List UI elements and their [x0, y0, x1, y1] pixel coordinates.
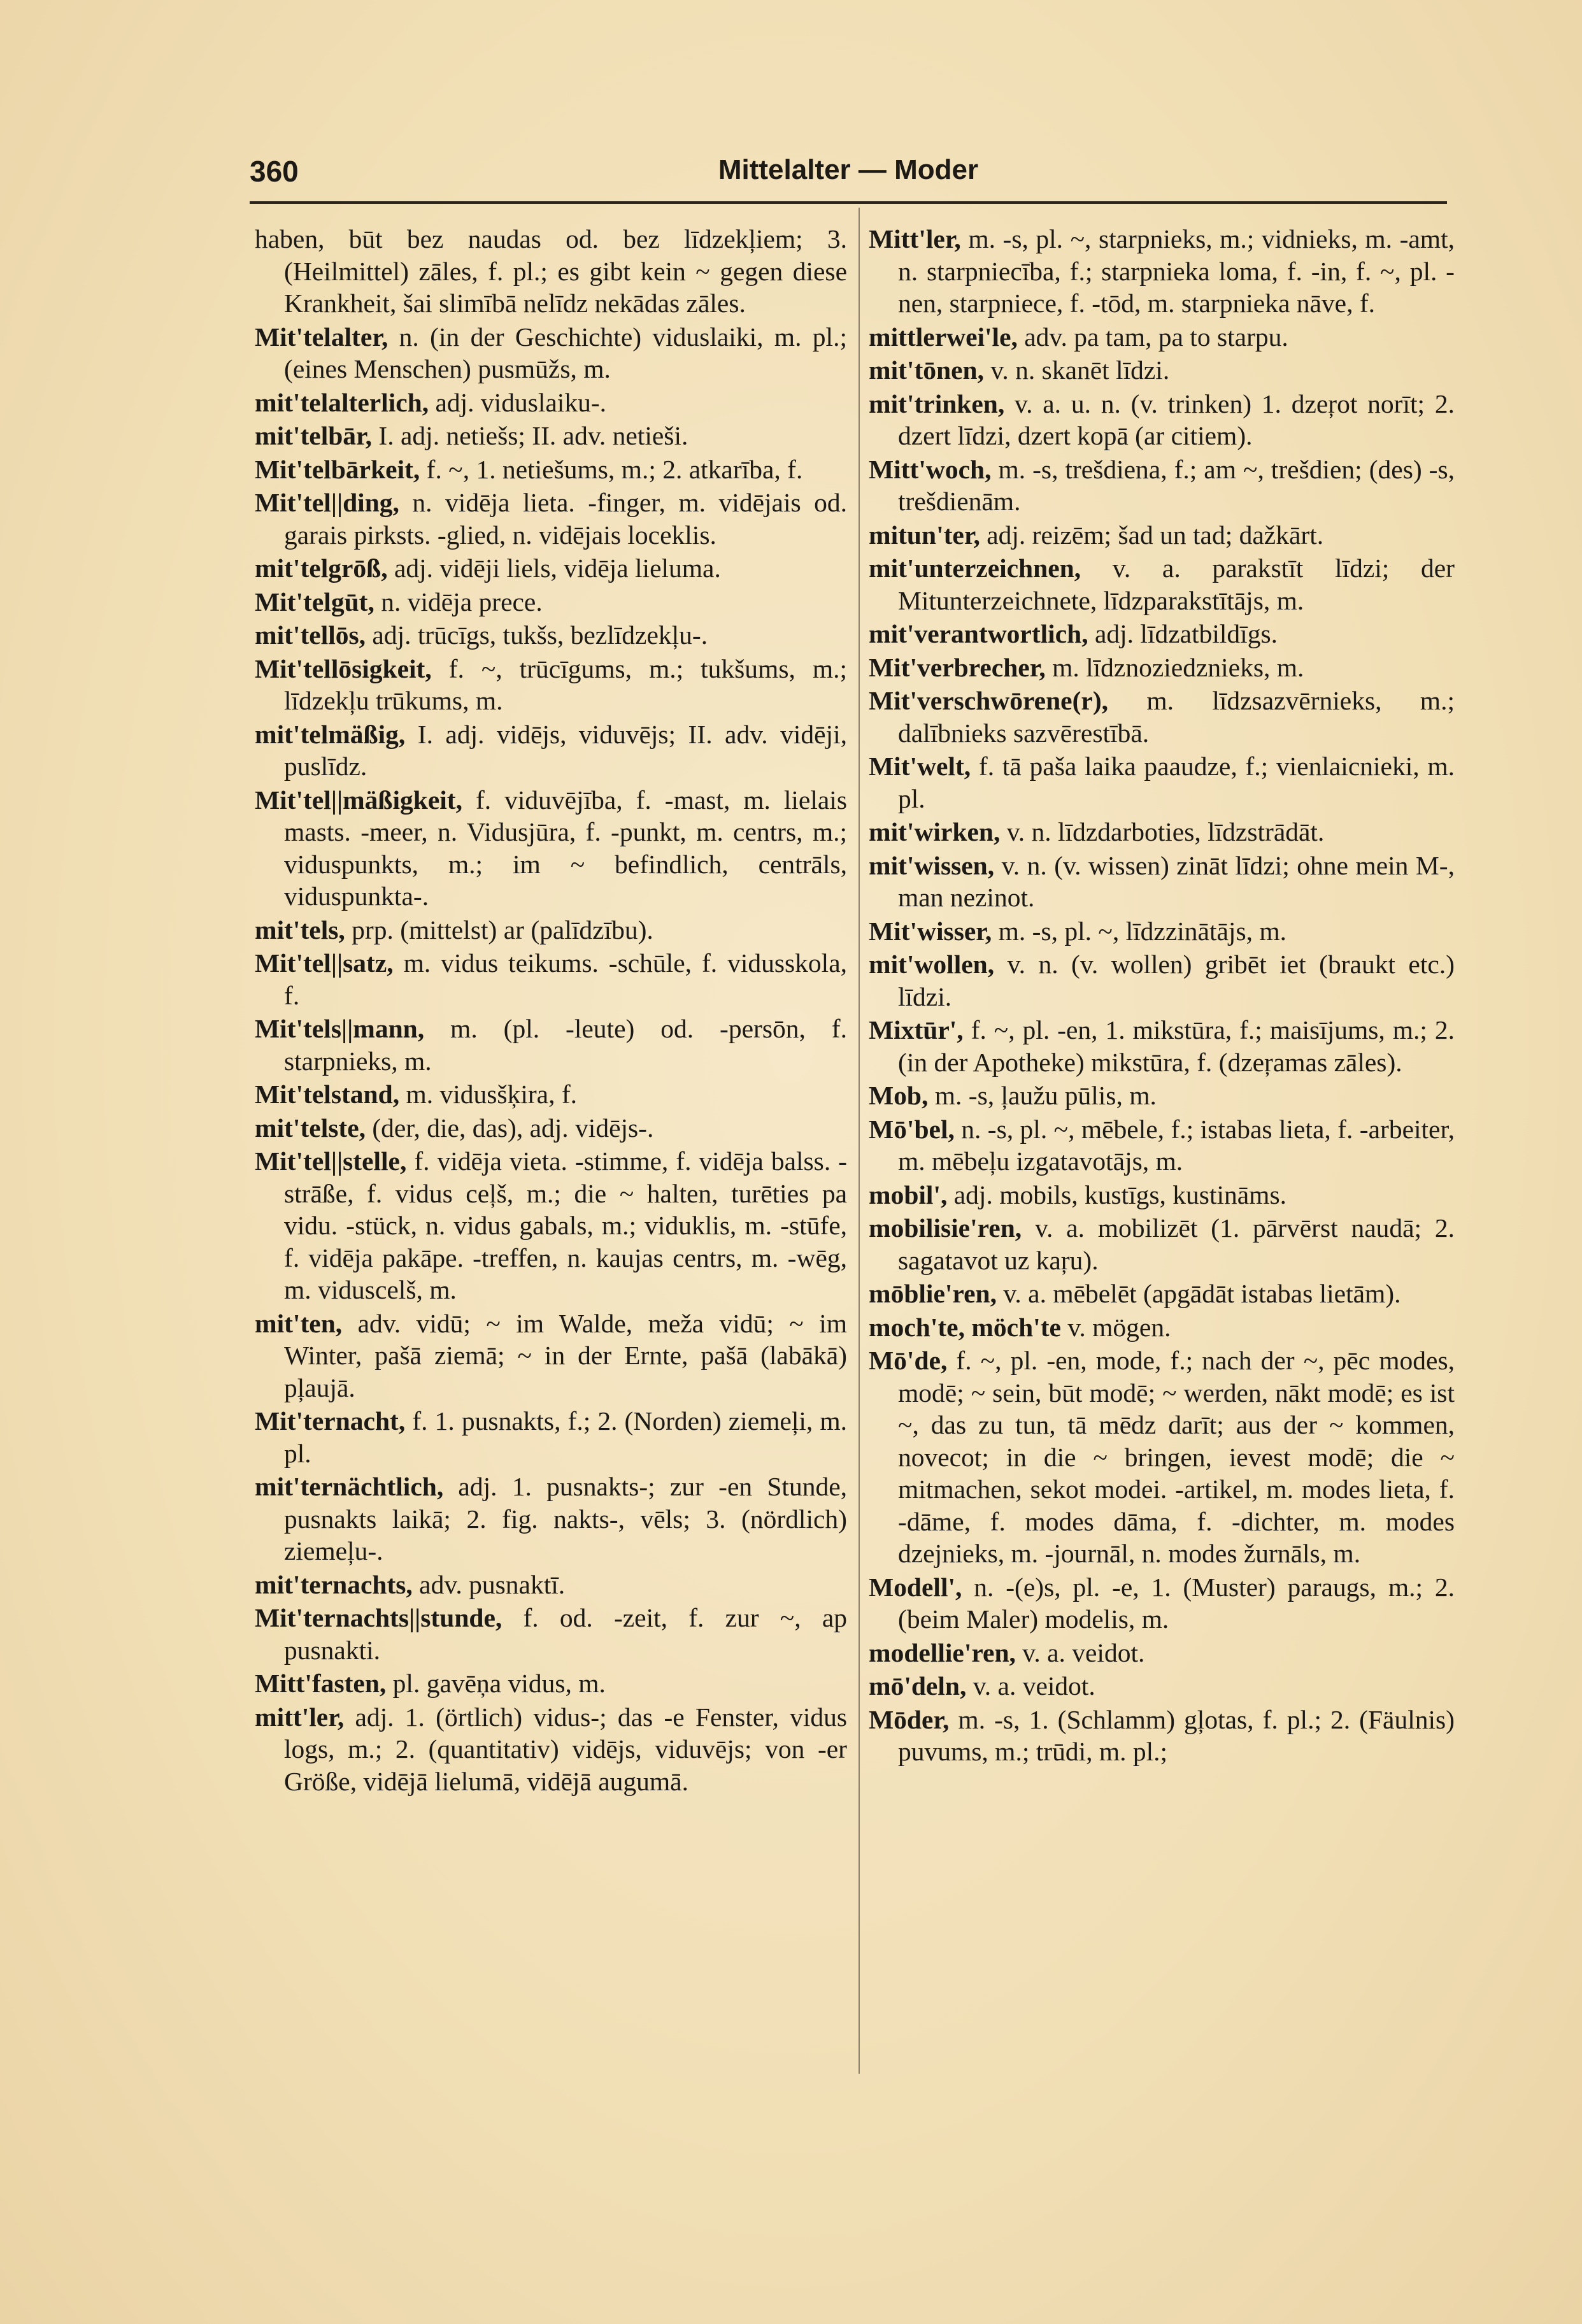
entry-headword: mit'trinken, — [869, 389, 1005, 418]
dictionary-entry — [255, 653, 847, 717]
dictionary-entry — [255, 1078, 847, 1111]
entry-headword: Modell', — [869, 1572, 962, 1602]
entry-definition: v. a. veidot. — [966, 1671, 1095, 1700]
entry-headword: mit'ternachts, — [255, 1569, 413, 1599]
entry-definition: I. adj. netiešs; II. adv. netieši. — [372, 421, 688, 450]
entry-headword: Mit'telbārkeit, — [255, 454, 420, 484]
entry-headword: mōblie'ren, — [869, 1279, 997, 1308]
dictionary-entry — [255, 947, 847, 1011]
dictionary-entry — [255, 1112, 847, 1144]
entry-definition: adj. viduslaiku-. — [429, 387, 607, 417]
dictionary-entry — [869, 850, 1455, 914]
entry-headword: mit'telalterlich, — [255, 387, 429, 417]
dictionary-entry — [869, 1704, 1455, 1768]
entry-headword: mit'unterzeichnen, — [869, 553, 1081, 583]
column-divider — [859, 208, 860, 2074]
entry-definition: haben, būt bez naudas od. bez līdzekļiem; 3. (Heilmittel) zāles, f. pl.; es gibt kein ~ gegen diese Krankheit, šai slimībā nelīdz nekādas zāles. — [255, 224, 847, 318]
dictionary-entry — [869, 685, 1455, 749]
entry-definition: v. n. skanēt līdzi. — [983, 355, 1170, 385]
entry-definition: pl. gavēņa vidus, m. — [386, 1669, 606, 1698]
page-header — [250, 154, 1447, 199]
entry-definition: n. vidēja prece. — [374, 587, 543, 617]
entry-definition: f. tā paša laika paaudze, f.; vienlaicnieki, m. pl. — [898, 752, 1455, 813]
entry-headword: Mob, — [869, 1081, 929, 1110]
dictionary-entry — [255, 586, 847, 618]
entry-definition: m. (pl. -leute) od. -persōn, f. starpnieks, m. — [284, 1014, 847, 1076]
dictionary-entry — [255, 1013, 847, 1077]
entry-definition: n. vidēja lieta. -finger, m. vidējais od. garais pirksts. -glied, n. vidējais loceklis. — [284, 488, 847, 550]
dictionary-entry — [255, 1701, 847, 1798]
header-rule — [250, 201, 1447, 204]
dictionary-entry — [869, 1113, 1455, 1178]
entry-headword: Mit'telgūt, — [255, 587, 374, 617]
dictionary-entry — [869, 1637, 1455, 1669]
entry-headword: Mit'verbrecher, — [869, 652, 1046, 682]
dictionary-entry — [255, 420, 847, 452]
entry-definition: m. vidusšķira, f. — [399, 1080, 578, 1109]
dictionary-entry — [255, 552, 847, 585]
entry-headword: mitt'ler, — [255, 1702, 345, 1732]
dictionary-entry — [869, 1311, 1455, 1344]
entry-definition: m. -s, pl. ~, starpnieks, m.; vidnieks, m. -amt, n. starpniecība, f.; starpnieka loma, f. -in, f. ~, pl. -nen, starpniece, f. -tōd, m. starpnieka nāve, f. — [898, 224, 1455, 318]
entry-headword: mobilisie'ren, — [869, 1213, 1022, 1243]
entry-headword: mit'telbār, — [255, 421, 373, 450]
entry-headword: mit'wissen, — [869, 850, 995, 880]
entry-headword: Mit'verschwōrene(r), — [869, 686, 1109, 715]
dictionary-entry — [255, 619, 847, 652]
entry-headword: mit'ten, — [255, 1308, 343, 1338]
entry-definition: f. ~, pl. -en, mode, f.; nach der ~, pēc modes, modē; ~ sein, būt modē; ~ werden, nākt modē; es ist ~, das zu tun, tā mēdz darīt; aus der ~ kommen, novecot; in die ~ bringen, ievest modē; die ~ mitmachen, sekot modei. -artikel, m. modes lieta, f. -dāme, f. modes dāma, f. -dichter, m. modes dzejnieks, m. -journāl, n. modes žurnāls, m. — [898, 1346, 1455, 1568]
dictionary-entry — [255, 321, 847, 385]
dictionary-entry — [869, 948, 1455, 1013]
entry-headword: Mitt'ler, — [869, 224, 961, 253]
entry-definition: v. mögen. — [1060, 1312, 1171, 1342]
entry-headword: Mit'telstand, — [255, 1080, 400, 1109]
entry-headword: Mit'welt, — [869, 752, 971, 781]
entry-headword: mit'verantwortlich, — [869, 619, 1088, 648]
entry-definition: adj. vidēji liels, vidēja lieluma. — [387, 553, 721, 583]
entry-definition: f. ~, pl. -en, 1. mikstūra, f.; maisījums, m.; 2. (in der Apotheke) mikstūra, f. (dzeŗamas zāles). — [898, 1015, 1455, 1077]
entry-definition: v. a. parakstīt līdzi; der Mitunterzeichnete, līdzparakstītājs, m. — [898, 553, 1455, 615]
entry-definition: m. -s, pl. ~, līdzzinātājs, m. — [992, 916, 1287, 946]
entry-headword: mō'deln, — [869, 1671, 967, 1700]
dictionary-entry — [869, 354, 1455, 387]
dictionary-entry — [255, 718, 847, 783]
page-number: 360 — [250, 155, 299, 188]
dictionary-entry — [255, 1667, 847, 1700]
entry-definition: f. 1. pusnakts, f.; 2. (Norden) ziemeļi, m. pl. — [284, 1406, 847, 1468]
entry-headword: mit'tōnen, — [869, 355, 984, 385]
entry-definition: n. (in der Geschichte) viduslaiki, m. pl.; (eines Menschen) pusmūžs, m. — [284, 322, 847, 383]
entry-definition: I. adj. vidējs, viduvējs; II. adv. vidēji, puslīdz. — [284, 719, 847, 781]
dictionary-entry — [869, 223, 1455, 320]
entry-headword: mit'telgrōß, — [255, 553, 388, 583]
entry-definition: adj. līdzatbildīgs. — [1088, 619, 1278, 648]
entry-definition: v. a. mobilizēt (1. pārvērst naudā; 2. sagatavot uz kaŗu). — [898, 1213, 1455, 1275]
entry-headword: mitun'ter, — [869, 520, 980, 550]
entry-headword: Mit'tel||ding, — [255, 488, 399, 517]
entry-headword: mit'wollen, — [869, 950, 995, 979]
entry-definition: m. vidus teikums. -schūle, f. vidusskola, f. — [284, 948, 847, 1010]
entry-headword: mit'ternächtlich, — [255, 1472, 444, 1501]
entry-headword: Mit'tels||mann, — [255, 1014, 425, 1043]
entry-definition: v. a. mēbelēt (apgādāt istabas lietām). — [996, 1279, 1401, 1308]
dictionary-entry — [255, 784, 847, 913]
entry-definition: adj. 1. pusnakts-; zur -en Stunde, pusnakts laikā; 2. fig. nakts-, vēls; 3. (nördlich) ziemeļu-. — [284, 1472, 847, 1565]
entry-headword: Mōder, — [869, 1704, 950, 1734]
entry-headword: Mō'de, — [869, 1346, 948, 1375]
entry-definition: f. viduvējība, f. -mast, m. lielais masts. -meer, n. Vidusjūra, f. -punkt, m. centrs, m.; viduspunkts, m.; im ~ befindlich, centrāls, viduspunkta-. — [284, 785, 847, 911]
dictionary-entry — [869, 1670, 1455, 1702]
entry-headword: Mit'telalter, — [255, 322, 388, 352]
left-column — [255, 223, 847, 1799]
dictionary-entry — [869, 1179, 1455, 1211]
entry-definition: m. -s, 1. (Schlamm) gļotas, f. pl.; 2. (Fäulnis) puvums, m.; trūdi, m. pl.; — [898, 1704, 1455, 1766]
entry-headword: Mō'bel, — [869, 1114, 955, 1144]
dictionary-entry — [255, 1602, 847, 1666]
entry-headword: Mit'tel||satz, — [255, 948, 394, 978]
entry-definition: m. -s, ļaužu pūlis, m. — [928, 1081, 1157, 1110]
dictionary-entry — [255, 487, 847, 551]
dictionary-entry — [869, 321, 1455, 353]
entry-headword: Mit'tel||mäßigkeit, — [255, 785, 463, 815]
dictionary-entry — [869, 816, 1455, 848]
running-head: Mittelalter — Moder — [718, 154, 979, 185]
dictionary-entry — [255, 1471, 847, 1567]
dictionary-entry — [869, 519, 1455, 552]
entry-definition: v. a. veidot. — [1015, 1637, 1145, 1667]
entry-definition: f. vidēja vieta. -stimme, f. vidēja balss. -strāße, f. vidus ceļš, m.; die ~ halten, turēties pa vidu. -stück, n. vidus gabals, m.; viduklis, m. -stūfe, f. vidēja pakāpe. -treffen, n. kaujas centrs, m. -wēg, m. viduscelš, m. — [284, 1146, 847, 1304]
dictionary-entry — [255, 453, 847, 486]
entry-definition: m. -s, trešdiena, f.; am ~, trešdien; (des) -s, trešdienām. — [898, 454, 1455, 516]
entry-definition: adv. vidū; ~ im Walde, meža vidū; ~ im Winter, pašā ziemā; ~ in der Ernte, pašā (labākā) pļaujā. — [284, 1308, 847, 1402]
dictionary-entry — [869, 388, 1455, 452]
dictionary-entry — [869, 1080, 1455, 1112]
entry-headword: mit'tellōs, — [255, 620, 366, 650]
entry-headword: Mit'ternacht, — [255, 1406, 406, 1436]
entry-definition: adv. pa tam, pa to starpu. — [1017, 322, 1288, 352]
entry-definition: prp. (mittelst) ar (palīdzību). — [345, 915, 653, 945]
entry-headword: Mit'wisser, — [869, 916, 992, 946]
entry-definition: v. n. (v. wollen) gribēt iet (braukt etc.) līdzi. — [898, 950, 1455, 1011]
dictionary-entry — [255, 1145, 847, 1306]
dictionary-entry — [869, 1212, 1455, 1276]
dictionary-entry — [255, 1308, 847, 1404]
dictionary-entry — [869, 552, 1455, 617]
entry-definition: n. -(e)s, pl. -e, 1. (Muster) paraugs, m.; 2. (beim Maler) modelis, m. — [898, 1572, 1455, 1634]
entry-headword: mobil', — [869, 1180, 948, 1209]
entry-definition: f. od. -zeit, f. zur ~, ap pusnakti. — [284, 1603, 847, 1665]
entry-definition: adj. reizēm; šad un tad; dažkārt. — [980, 520, 1324, 550]
dictionary-entry — [255, 1569, 847, 1601]
dictionary-entry — [255, 387, 847, 419]
entry-definition: adj. 1. (örtlich) vidus-; das -e Fenster, vidus logs, m.; 2. (quantitativ) vidējs, viduvējs; von -er Größe, vidējā lielumā, vidējā augumā. — [284, 1702, 847, 1796]
entry-headword: Mit'tel||stelle, — [255, 1146, 407, 1176]
entry-definition: m. līdznoziedznieks, m. — [1045, 652, 1304, 682]
entry-headword: mit'telste, — [255, 1113, 366, 1143]
entry-headword: mittlerwei'le, — [869, 322, 1018, 352]
dictionary-entry — [869, 750, 1455, 815]
entry-headword: Mit'tellōsigkeit, — [255, 653, 432, 683]
entry-definition: adj. mobils, kustīgs, kustināms. — [947, 1180, 1286, 1209]
entry-headword: Mixtūr', — [869, 1015, 964, 1044]
entry-headword: mit'tels, — [255, 915, 345, 945]
dictionary-entry — [869, 618, 1455, 650]
entry-headword: moch'te, möch'te — [869, 1312, 1061, 1342]
entry-headword: Mitt'woch, — [869, 454, 992, 484]
entry-headword: Mitt'fasten, — [255, 1669, 387, 1698]
dictionary-entry — [869, 453, 1455, 518]
entry-definition: (der, die, das), adj. vidējs-. — [365, 1113, 654, 1143]
entry-definition: v. n. (v. wissen) zināt līdzi; ohne mein M-, man nezinot. — [898, 850, 1455, 912]
entry-definition: adj. trūcīgs, tukšs, bezlīdzekļu-. — [366, 620, 708, 650]
dictionary-entry — [869, 1344, 1455, 1570]
entry-headword: mit'telmäßig, — [255, 719, 406, 749]
dictionary-entry — [869, 1278, 1455, 1310]
entry-headword: mit'wirken, — [869, 817, 1001, 846]
entry-definition: v. a. u. n. (v. trinken) 1. dzeŗot norīt; 2. dzert līdzi, dzert kopā (ar citiem). — [898, 389, 1455, 450]
entry-definition: n. -s, pl. ~, mēbele, f.; istabas lieta, f. -arbeiter, m. mēbeļu izgatavotājs, m. — [898, 1114, 1455, 1176]
entry-headword: modellie'ren, — [869, 1637, 1016, 1667]
entry-headword: Mit'ternachts||stunde, — [255, 1603, 502, 1632]
dictionary-entry — [869, 1571, 1455, 1636]
entry-definition: v. n. līdzdarboties, līdzstrādāt. — [1000, 817, 1325, 846]
dictionary-entry — [255, 1405, 847, 1469]
dictionary-entry — [255, 223, 847, 320]
entry-definition: f. ~, trūcīgums, m.; tukšums, m.; līdzekļu trūkums, m. — [284, 653, 847, 715]
dictionary-entry — [869, 1014, 1455, 1078]
dictionary-entry — [869, 652, 1455, 684]
entry-definition: f. ~, 1. netiešums, m.; 2. atkarība, f. — [420, 454, 803, 484]
dictionary-entry — [255, 914, 847, 946]
right-column — [869, 223, 1455, 1769]
dictionary-entry — [869, 915, 1455, 948]
entry-definition: adv. pusnaktī. — [412, 1569, 566, 1599]
entry-definition: m. līdzsazvērnieks, m.; dalībnieks sazvērestībā. — [898, 686, 1455, 748]
